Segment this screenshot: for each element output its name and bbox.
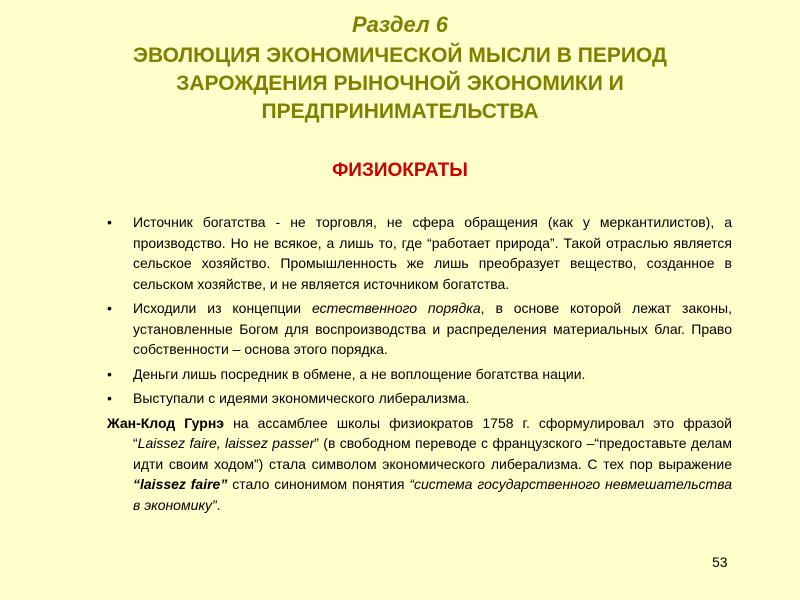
page-number: 53 bbox=[712, 554, 728, 570]
bullet-text-4: Выступали с идеями экономического либерализма. bbox=[133, 390, 470, 406]
bullet-text-1: Источник богатства - не торговля, не сфера обращения (как у меркантилистов), а производство. Но не всякое, а лишь то, где “работает природа”. Такой отраслью является сельское хозяйство. Промышленность же лишь преобразует вещество, созданное в сельском хозяйстве, и не является источником богатства. bbox=[133, 214, 732, 292]
slide-body bbox=[107, 212, 732, 515]
bullet-text-2-start: Исходили из концепции bbox=[133, 300, 312, 316]
bullet-icon: • bbox=[107, 390, 112, 406]
title-line-1: ЭВОЛЮЦИЯ ЭКОНОМИЧЕСКОЙ МЫСЛИ В ПЕРИОД bbox=[133, 44, 667, 67]
bullet-item-1 bbox=[107, 212, 732, 294]
closing-italic-phrase: “система государственного невмешательства в экономику” bbox=[133, 476, 732, 513]
bullet-icon: • bbox=[107, 300, 112, 316]
closing-text-3: стало синонимом понятия bbox=[227, 476, 410, 492]
section-label: Раздел 6 bbox=[352, 12, 448, 37]
closing-name: Жан-Клод Гурнэ bbox=[107, 414, 225, 431]
closing-bold-phrase: “laissez faire” bbox=[133, 476, 228, 492]
bullet-text-3: Деньги лишь посредник в обмене, а не воплощение богатства нации. bbox=[133, 365, 586, 382]
closing-text-2: ” (в свободном переводе с французского –“предоставьте делам идти своим ходом”) стала символом экономического либерализма. С тех пор выражение bbox=[133, 435, 733, 472]
title-line-2: ЗАРОЖДЕНИЯ РЫНОЧНОЙ ЭКОНОМИКИ И bbox=[176, 72, 624, 95]
closing-text-1: на ассамблее школы физиократов 1758 г. сформулировал это фразой “ bbox=[133, 414, 733, 451]
bullet-list bbox=[107, 212, 732, 409]
title-line-3: ПРЕДПРИНИМАТЕЛЬСТВА bbox=[261, 100, 539, 123]
bullet-item-3 bbox=[107, 364, 732, 385]
bullet-icon: • bbox=[107, 214, 112, 230]
closing-phrase: Laissez faire, laissez passer bbox=[137, 435, 315, 451]
closing-paragraph bbox=[107, 413, 732, 516]
slide-header bbox=[60, 12, 740, 126]
bullet-text-2-emphasis: естественного порядка bbox=[311, 300, 481, 316]
bullet-text-2-end: , в основе которой лежат законы, установленные Богом для воспроизводства и распределения материальных благ. Право собственности – основа этого порядка. bbox=[133, 300, 732, 357]
bullet-item-2 bbox=[107, 298, 732, 360]
bullet-item-4 bbox=[107, 388, 732, 409]
bullet-icon: • bbox=[107, 365, 112, 382]
slide-subtitle: ФИЗИОКРАТЫ bbox=[332, 160, 468, 181]
closing-text-4: . bbox=[216, 496, 221, 513]
